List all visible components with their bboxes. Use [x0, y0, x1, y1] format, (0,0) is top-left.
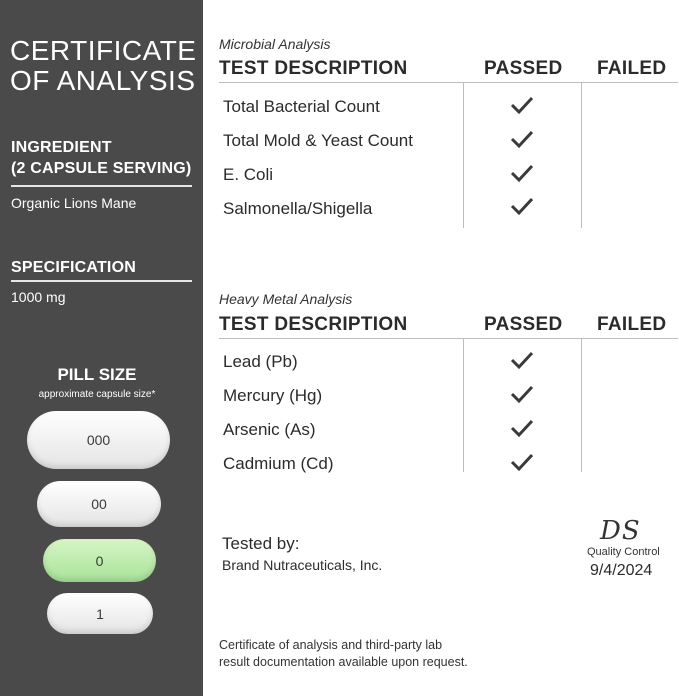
capsule-1	[47, 593, 153, 634]
microbial-column-divider-2	[581, 82, 582, 228]
title-line-2: OF ANALYSIS	[10, 65, 196, 96]
ingredient-label-line-2: (2 CAPSULE SERVING)	[11, 160, 192, 177]
pill-size-note: approximate capsule size*	[38, 389, 156, 400]
heavy-metal-column-divider-2	[581, 338, 582, 472]
specification-divider	[11, 280, 192, 282]
ingredient-value: Organic Lions Mane	[11, 195, 137, 211]
footer-note-line-2: result documentation available upon request.	[219, 655, 468, 669]
sidebar	[0, 0, 203, 696]
microbial-header-rule	[219, 82, 678, 83]
specification-value: 1000 mg	[11, 289, 66, 305]
capsule-label: 000	[86, 432, 111, 448]
heavy-metal-header-passed: PASSED	[484, 314, 563, 335]
heavy-metal-header-description: TEST DESCRIPTION	[219, 314, 408, 335]
capsule-label: 0	[95, 552, 104, 569]
microbial-row-test: Total Bacterial Count	[223, 97, 380, 116]
capsule-00	[37, 481, 161, 527]
heavy-metal-row-test: Mercury (Hg)	[223, 386, 323, 405]
microbial-row-test: E. Coli	[223, 165, 274, 184]
check-icon	[510, 196, 534, 216]
heavy-metal-header-failed: FAILED	[597, 314, 667, 335]
ingredient-label	[11, 137, 191, 179]
heavy-metal-column-divider-1	[463, 338, 464, 472]
check-icon	[510, 95, 534, 115]
microbial-row-test: Salmonella/Shigella	[223, 199, 373, 218]
signature-role: Quality Control	[587, 546, 660, 558]
specification-label: SPECIFICATION	[11, 259, 136, 276]
title-line-1: CERTIFICATE	[10, 35, 197, 66]
heavy-metal-section-title: Heavy Metal Analysis	[219, 291, 353, 307]
certificate-title	[10, 36, 200, 96]
tested-by-label: Tested by:	[222, 534, 300, 553]
capsule-0-highlighted	[43, 539, 156, 582]
pill-size-label: PILL SIZE	[57, 365, 137, 384]
heavy-metal-header-rule	[219, 338, 678, 339]
check-icon	[510, 418, 534, 438]
check-icon	[510, 163, 534, 183]
footer-note-line-1: Certificate of analysis and third-party lab	[219, 638, 443, 652]
heavy-metal-row-test: Arsenic (As)	[223, 420, 316, 439]
heavy-metal-row-test: Lead (Pb)	[223, 352, 298, 371]
check-icon	[510, 350, 534, 370]
microbial-column-divider-1	[463, 82, 464, 228]
microbial-header-failed: FAILED	[597, 58, 667, 79]
ingredient-divider	[11, 185, 192, 187]
footer-note	[219, 637, 519, 671]
heavy-metal-row-test: Cadmium (Cd)	[223, 454, 334, 473]
capsule-label: 1	[96, 605, 104, 622]
tested-by-company: Brand Nutraceuticals, Inc.	[222, 557, 383, 573]
capsule-label: 00	[91, 496, 107, 512]
microbial-row-test: Total Mold & Yeast Count	[223, 131, 413, 150]
microbial-section-title: Microbial Analysis	[219, 36, 331, 52]
microbial-header-description: TEST DESCRIPTION	[219, 58, 408, 79]
microbial-header-passed: PASSED	[484, 58, 563, 79]
check-icon	[510, 129, 534, 149]
check-icon	[510, 452, 534, 472]
check-icon	[510, 384, 534, 404]
signature-initials: DS	[600, 516, 641, 546]
ingredient-label-line-1: INGREDIENT	[11, 139, 112, 156]
signature-date: 9/4/2024	[590, 562, 653, 579]
capsule-000	[27, 411, 170, 469]
